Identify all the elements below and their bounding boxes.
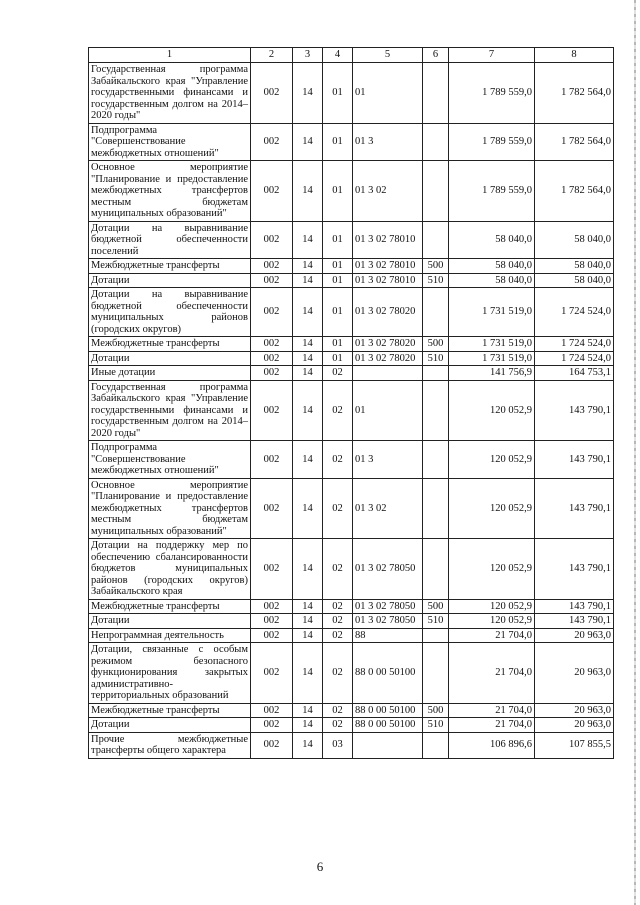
table-row (89, 161, 614, 222)
section-cell: 14 (293, 539, 323, 600)
section-cell: 14 (293, 351, 323, 366)
row-name-cell: Дотации (89, 351, 251, 366)
subsection-cell: 02 (323, 441, 353, 479)
row-name-cell: Дотации (89, 718, 251, 733)
amount-year2-cell: 58 040,0 (535, 259, 614, 274)
expense-type-cell: 500 (423, 599, 449, 614)
ministry-code-cell: 002 (251, 366, 293, 381)
ministry-code-cell: 002 (251, 351, 293, 366)
target-article-cell: 01 3 02 78020 (353, 351, 423, 366)
budget-table (88, 47, 614, 759)
subsection-cell: 02 (323, 539, 353, 600)
table-row (89, 478, 614, 539)
target-article-cell: 01 3 02 (353, 478, 423, 539)
subsection-cell: 02 (323, 718, 353, 733)
header-cell: 2 (251, 48, 293, 63)
amount-year1-cell: 21 704,0 (449, 718, 535, 733)
row-name-cell: Подпрограмма "Совершенствование межбюджетных отношений" (89, 441, 251, 479)
header-cell: 7 (449, 48, 535, 63)
ministry-code-cell: 002 (251, 337, 293, 352)
table-row (89, 337, 614, 352)
ministry-code-cell: 002 (251, 643, 293, 704)
ministry-code-cell: 002 (251, 539, 293, 600)
ministry-code-cell: 002 (251, 288, 293, 337)
row-name-cell: Дотации на поддержку мер по обеспечению сбалансированности бюджетов муниципальных районов (городских округов) Забайкальского края (89, 539, 251, 600)
ministry-code-cell: 002 (251, 221, 293, 259)
table-row (89, 366, 614, 381)
table-row (89, 539, 614, 600)
subsection-cell: 02 (323, 380, 353, 441)
section-cell: 14 (293, 478, 323, 539)
expense-type-cell (423, 380, 449, 441)
row-name-cell: Межбюджетные трансферты (89, 599, 251, 614)
table-row (89, 628, 614, 643)
amount-year2-cell: 20 963,0 (535, 703, 614, 718)
expense-type-cell (423, 732, 449, 758)
amount-year2-cell: 143 790,1 (535, 614, 614, 629)
section-cell: 14 (293, 732, 323, 758)
subsection-cell: 02 (323, 366, 353, 381)
ministry-code-cell: 002 (251, 63, 293, 124)
section-cell: 14 (293, 288, 323, 337)
table-row (89, 380, 614, 441)
header-cell: 6 (423, 48, 449, 63)
table-row (89, 599, 614, 614)
row-name-cell: Основное мероприятие "Планирование и предоставление межбюджетных трансфертов местным бюджетам муниципальных образований" (89, 478, 251, 539)
ministry-code-cell: 002 (251, 599, 293, 614)
target-article-cell: 01 3 (353, 441, 423, 479)
section-cell: 14 (293, 221, 323, 259)
row-name-cell: Межбюджетные трансферты (89, 703, 251, 718)
amount-year2-cell: 20 963,0 (535, 718, 614, 733)
amount-year1-cell: 120 052,9 (449, 441, 535, 479)
amount-year2-cell: 1 782 564,0 (535, 161, 614, 222)
target-article-cell: 01 3 02 78010 (353, 273, 423, 288)
section-cell: 14 (293, 337, 323, 352)
amount-year1-cell: 21 704,0 (449, 703, 535, 718)
section-cell: 14 (293, 259, 323, 274)
amount-year1-cell: 58 040,0 (449, 273, 535, 288)
row-name-cell: Межбюджетные трансферты (89, 259, 251, 274)
table-row (89, 63, 614, 124)
row-name-cell: Дотации (89, 273, 251, 288)
target-article-cell: 01 3 02 (353, 161, 423, 222)
row-name-cell: Дотации (89, 614, 251, 629)
row-name-cell: Прочие межбюджетные трансферты общего характера (89, 732, 251, 758)
amount-year2-cell: 143 790,1 (535, 380, 614, 441)
target-article-cell (353, 366, 423, 381)
amount-year2-cell: 143 790,1 (535, 599, 614, 614)
subsection-cell: 02 (323, 643, 353, 704)
amount-year2-cell: 20 963,0 (535, 643, 614, 704)
subsection-cell: 01 (323, 337, 353, 352)
subsection-cell: 02 (323, 628, 353, 643)
ministry-code-cell: 002 (251, 441, 293, 479)
section-cell: 14 (293, 718, 323, 733)
amount-year1-cell: 106 896,6 (449, 732, 535, 758)
subsection-cell: 01 (323, 273, 353, 288)
amount-year1-cell: 1 731 519,0 (449, 288, 535, 337)
section-cell: 14 (293, 703, 323, 718)
target-article-cell: 01 3 02 78050 (353, 599, 423, 614)
amount-year2-cell: 20 963,0 (535, 628, 614, 643)
amount-year2-cell: 143 790,1 (535, 539, 614, 600)
amount-year1-cell: 120 052,9 (449, 599, 535, 614)
target-article-cell: 01 3 02 78050 (353, 539, 423, 600)
subsection-cell: 01 (323, 161, 353, 222)
target-article-cell: 88 0 00 50100 (353, 643, 423, 704)
expense-type-cell (423, 161, 449, 222)
section-cell: 14 (293, 273, 323, 288)
ministry-code-cell: 002 (251, 123, 293, 161)
row-name-cell: Государственная программа Забайкальского края "Управление государственными финансами и государственным долгом на 2014–2020 годы" (89, 380, 251, 441)
amount-year1-cell: 120 052,9 (449, 380, 535, 441)
page-number: 6 (316, 859, 324, 874)
row-name-cell: Дотации на выравнивание бюджетной обеспеченности муниципальных районов (городских округов) (89, 288, 251, 337)
amount-year2-cell: 1 724 524,0 (535, 288, 614, 337)
table-row (89, 221, 614, 259)
table-row (89, 259, 614, 274)
table-body (89, 48, 614, 759)
subsection-cell: 01 (323, 259, 353, 274)
section-cell: 14 (293, 599, 323, 614)
amount-year2-cell: 107 855,5 (535, 732, 614, 758)
amount-year1-cell: 1 789 559,0 (449, 161, 535, 222)
table-row (89, 273, 614, 288)
amount-year2-cell: 1 782 564,0 (535, 123, 614, 161)
expense-type-cell (423, 366, 449, 381)
table-row (89, 441, 614, 479)
target-article-cell: 88 0 00 50100 (353, 703, 423, 718)
amount-year2-cell: 1 782 564,0 (535, 63, 614, 124)
subsection-cell: 02 (323, 599, 353, 614)
expense-type-cell (423, 288, 449, 337)
ministry-code-cell: 002 (251, 703, 293, 718)
ministry-code-cell: 002 (251, 380, 293, 441)
ministry-code-cell: 002 (251, 614, 293, 629)
table-row (89, 288, 614, 337)
row-name-cell: Основное мероприятие "Планирование и предоставление межбюджетных трансфертов местным бюджетам муниципальных образований" (89, 161, 251, 222)
amount-year2-cell: 1 724 524,0 (535, 337, 614, 352)
target-article-cell (353, 732, 423, 758)
expense-type-cell: 510 (423, 273, 449, 288)
target-article-cell: 01 3 02 78010 (353, 259, 423, 274)
target-article-cell: 01 (353, 380, 423, 441)
header-cell: 1 (89, 48, 251, 63)
row-name-cell: Межбюджетные трансферты (89, 337, 251, 352)
subsection-cell: 03 (323, 732, 353, 758)
expense-type-cell: 510 (423, 614, 449, 629)
header-cell: 5 (353, 48, 423, 63)
target-article-cell: 01 3 02 78020 (353, 337, 423, 352)
target-article-cell: 01 (353, 63, 423, 124)
ministry-code-cell: 002 (251, 478, 293, 539)
ministry-code-cell: 002 (251, 273, 293, 288)
table-row (89, 123, 614, 161)
section-cell: 14 (293, 63, 323, 124)
expense-type-cell (423, 478, 449, 539)
target-article-cell: 01 3 02 78050 (353, 614, 423, 629)
section-cell: 14 (293, 366, 323, 381)
expense-type-cell: 500 (423, 259, 449, 274)
ministry-code-cell: 002 (251, 161, 293, 222)
expense-type-cell (423, 643, 449, 704)
header-cell: 3 (293, 48, 323, 63)
section-cell: 14 (293, 441, 323, 479)
subsection-cell: 02 (323, 478, 353, 539)
expense-type-cell (423, 628, 449, 643)
subsection-cell: 02 (323, 703, 353, 718)
amount-year1-cell: 21 704,0 (449, 628, 535, 643)
expense-type-cell: 500 (423, 703, 449, 718)
amount-year1-cell: 120 052,9 (449, 478, 535, 539)
expense-type-cell: 500 (423, 337, 449, 352)
section-cell: 14 (293, 123, 323, 161)
table-row (89, 614, 614, 629)
target-article-cell: 88 (353, 628, 423, 643)
expense-type-cell (423, 63, 449, 124)
row-name-cell: Непрограммная деятельность (89, 628, 251, 643)
target-article-cell: 01 3 (353, 123, 423, 161)
amount-year2-cell: 143 790,1 (535, 478, 614, 539)
target-article-cell: 01 3 02 78020 (353, 288, 423, 337)
row-name-cell: Дотации, связанные с особым режимом безопасного функционирования закрытых административно-территориальных образований (89, 643, 251, 704)
header-cell: 4 (323, 48, 353, 63)
section-cell: 14 (293, 628, 323, 643)
target-article-cell: 88 0 00 50100 (353, 718, 423, 733)
amount-year1-cell: 21 704,0 (449, 643, 535, 704)
subsection-cell: 01 (323, 351, 353, 366)
section-cell: 14 (293, 614, 323, 629)
section-cell: 14 (293, 643, 323, 704)
expense-type-cell: 510 (423, 351, 449, 366)
amount-year1-cell: 1 789 559,0 (449, 123, 535, 161)
expense-type-cell (423, 441, 449, 479)
amount-year1-cell: 1 731 519,0 (449, 351, 535, 366)
amount-year1-cell: 120 052,9 (449, 614, 535, 629)
row-name-cell: Дотации на выравнивание бюджетной обеспеченности поселений (89, 221, 251, 259)
amount-year1-cell: 141 756,9 (449, 366, 535, 381)
header-cell: 8 (535, 48, 614, 63)
subsection-cell: 01 (323, 63, 353, 124)
table-row (89, 351, 614, 366)
section-cell: 14 (293, 380, 323, 441)
subsection-cell: 02 (323, 614, 353, 629)
ministry-code-cell: 002 (251, 628, 293, 643)
row-name-cell: Подпрограмма "Совершенствование межбюджетных отношений" (89, 123, 251, 161)
ministry-code-cell: 002 (251, 259, 293, 274)
amount-year2-cell: 58 040,0 (535, 273, 614, 288)
amount-year1-cell: 1 789 559,0 (449, 63, 535, 124)
row-name-cell: Государственная программа Забайкальского края "Управление государственными финансами и государственным долгом на 2014–2020 годы" (89, 63, 251, 124)
section-cell: 14 (293, 161, 323, 222)
table-row (89, 643, 614, 704)
subsection-cell: 01 (323, 123, 353, 161)
header-row (89, 48, 614, 63)
amount-year1-cell: 58 040,0 (449, 259, 535, 274)
amount-year2-cell: 1 724 524,0 (535, 351, 614, 366)
target-article-cell: 01 3 02 78010 (353, 221, 423, 259)
amount-year1-cell: 58 040,0 (449, 221, 535, 259)
subsection-cell: 01 (323, 288, 353, 337)
subsection-cell: 01 (323, 221, 353, 259)
expense-type-cell: 510 (423, 718, 449, 733)
table-row (89, 703, 614, 718)
ministry-code-cell: 002 (251, 732, 293, 758)
table-row (89, 732, 614, 758)
scan-edge (634, 0, 636, 905)
expense-type-cell (423, 539, 449, 600)
expense-type-cell (423, 123, 449, 161)
row-name-cell: Иные дотации (89, 366, 251, 381)
ministry-code-cell: 002 (251, 718, 293, 733)
amount-year1-cell: 120 052,9 (449, 539, 535, 600)
table-row (89, 718, 614, 733)
amount-year2-cell: 164 753,1 (535, 366, 614, 381)
amount-year2-cell: 58 040,0 (535, 221, 614, 259)
amount-year1-cell: 1 731 519,0 (449, 337, 535, 352)
amount-year2-cell: 143 790,1 (535, 441, 614, 479)
expense-type-cell (423, 221, 449, 259)
